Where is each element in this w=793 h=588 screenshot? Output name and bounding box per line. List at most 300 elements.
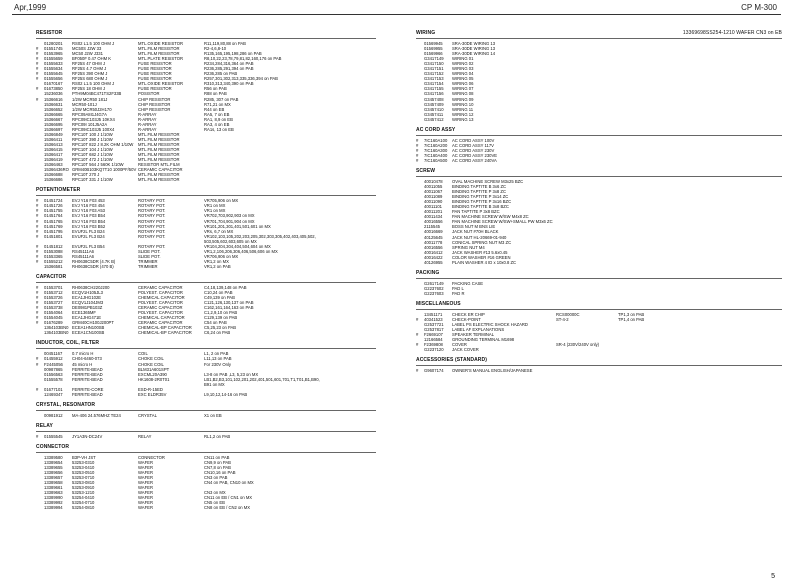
part-reference: B91 on MX xyxy=(204,381,225,387)
safety-mark: # xyxy=(36,295,39,301)
part-description: CHECK ER CHIP xyxy=(452,311,485,317)
part-description: 1/2W MCR50 181J xyxy=(72,96,108,102)
part-reference xyxy=(618,368,782,373)
part-reference: VR1,2,106,206,306,406,506,606 on MX xyxy=(204,248,278,254)
part-number: G3457409 xyxy=(424,101,444,107)
safety-mark: # xyxy=(36,258,39,264)
safety-mark: # xyxy=(36,71,39,77)
section-title-text: INDUCTOR, COIL, FILTER xyxy=(36,340,100,347)
section-title xyxy=(416,357,782,366)
part-name: CONNECTOR xyxy=(138,454,165,460)
section-title-text: CONNECTOR xyxy=(36,443,70,450)
part-name: MTL.FILM RESISTOR xyxy=(138,136,180,142)
part-description: JY1A3N-DC24V xyxy=(72,433,103,439)
safety-mark xyxy=(36,392,44,397)
part-name: R-ARRAY xyxy=(138,111,157,117)
part-description: LABEL PS ELECTRIC SHOCK HAZARD xyxy=(452,322,528,328)
part-number: 00981912 xyxy=(44,412,63,418)
part-description: WIRING 11 xyxy=(452,106,474,112)
part-number: G3417152 xyxy=(424,71,444,77)
section-title xyxy=(416,30,782,39)
safety-mark: # xyxy=(36,223,39,229)
safety-mark: # xyxy=(36,305,39,311)
part-name: CHEMICAL-BP CAPACITOR xyxy=(138,325,192,331)
part-description: OVAL MACHINE SCREW M3x25 BZC xyxy=(452,178,524,184)
part-description: AC CORD ASSY 230V xyxy=(452,147,495,153)
part-reference: VR1 on MX xyxy=(204,208,226,214)
part-description: B3P-VH JST xyxy=(72,454,96,460)
section-title-text: CAPACITOR xyxy=(36,273,67,280)
part-number: 13389657 xyxy=(44,475,63,481)
part-name xyxy=(556,260,618,265)
section-title xyxy=(36,30,376,39)
part-reference: For 230V Only xyxy=(204,361,231,367)
part-reference: TP1,4 on PAB xyxy=(618,316,645,322)
section-title-text: AC CORD ASSY xyxy=(416,126,456,133)
part-name: R-ARRAY xyxy=(138,126,157,132)
part-description: WIRING 03 xyxy=(452,66,474,72)
part-reference: VR701,704,901,904 on MX xyxy=(204,218,255,224)
part-name: MTL.FILM RESISTOR xyxy=(138,146,180,152)
part-reference: CN8 on EB / CN2 on MX xyxy=(204,505,251,511)
part-reference: CN5 on EB xyxy=(204,500,225,506)
part-reference: C10,24 on PAB xyxy=(204,290,233,296)
part-description: FERRITE-BEAD xyxy=(72,371,103,377)
part-number: 40016422 xyxy=(424,254,443,260)
parts-row xyxy=(36,264,376,269)
part-number: G3417153 xyxy=(424,76,444,82)
part-number: 01553701 xyxy=(44,284,63,290)
part-reference: R2-4,6,8-10 xyxy=(204,46,227,52)
part-description: RS45111A6 xyxy=(72,253,94,259)
part-number: 01555633 xyxy=(44,61,63,67)
safety-mark: # xyxy=(36,433,39,439)
part-description: WIRING 05 xyxy=(452,76,474,82)
part-description: RF25S 390 OHM J xyxy=(72,71,108,77)
part-number: 13389663 xyxy=(44,490,63,496)
part-name: SLIDE POT. xyxy=(138,253,161,259)
part-reference: VR1,2 on MX xyxy=(204,258,229,264)
part-number: 15366436RO xyxy=(44,167,69,173)
section-title xyxy=(416,270,782,279)
part-name: MTL.PLATE RESISTOR xyxy=(138,56,183,62)
part-number: 01553365 xyxy=(44,253,63,259)
part-reference xyxy=(204,177,376,182)
part-description: 53253-0810 xyxy=(72,480,95,486)
part-description: 53254-0710 xyxy=(72,500,95,506)
safety-mark: # xyxy=(36,66,39,72)
part-number: 40016412 xyxy=(424,249,443,255)
section-title xyxy=(36,402,376,411)
part-name: EXC ELDR35V xyxy=(138,391,167,397)
part-number: 01555578 xyxy=(44,376,63,382)
part-description: PAN MACHINE SCREW W/SW M4x8 ZC xyxy=(452,214,529,220)
parts-row xyxy=(416,291,782,296)
part-number: 1364103BN0 xyxy=(44,325,69,331)
part-description: GRM40CH100J200PT xyxy=(72,320,114,326)
part-name: FUSE RESISTOR xyxy=(138,66,172,72)
part-name xyxy=(556,117,618,122)
part-number: 15366413 xyxy=(44,141,63,147)
part-reference: VR702,703,902,903 on MX xyxy=(204,213,255,219)
safety-mark: # xyxy=(416,316,419,322)
part-number: 12166584 xyxy=(424,337,443,343)
part-number: 40126955 xyxy=(424,259,443,265)
part-name xyxy=(556,368,618,373)
section-title-text: SCREW xyxy=(416,167,436,174)
part-description: ECA1JHG471E xyxy=(72,315,102,321)
part-name: R-ARRAY xyxy=(138,116,157,122)
part-description: EVJ Y16 F03 A53 xyxy=(72,208,105,214)
part-description: ECE1365MF xyxy=(72,310,96,316)
part-number: 13389661 xyxy=(44,485,63,491)
safety-mark: # xyxy=(36,46,39,52)
part-number: 13389990 xyxy=(44,495,63,501)
part-name: CHOKE COIL xyxy=(138,356,164,362)
safety-mark: # xyxy=(36,198,39,204)
parts-row xyxy=(416,158,782,163)
section xyxy=(36,444,376,511)
part-name: ROTARY POT. xyxy=(138,203,166,209)
part-number: 40341523 xyxy=(424,316,443,322)
part-description: WIRING 04 xyxy=(452,71,474,77)
section-title xyxy=(36,444,376,453)
safety-mark: # xyxy=(36,208,39,214)
part-description: RH0638C5DR (470 B) xyxy=(72,263,114,269)
part-name: EXCML20A390 xyxy=(138,371,167,377)
part-description: RF25S 18 OHM J xyxy=(72,86,106,92)
part-name xyxy=(556,291,618,296)
part-name: ROTARY POT. xyxy=(138,228,166,234)
part-number: 01554045 xyxy=(44,315,63,321)
part-description: AC CORD ASSY 100V xyxy=(452,137,495,143)
part-number: 13389992 xyxy=(44,500,63,506)
part-number: G3417151 xyxy=(424,66,444,72)
part-name: CHEMICAL CAPACITOR xyxy=(138,295,185,301)
section xyxy=(36,187,376,269)
part-description: BINDING TAPTITE P 3x16 BZC xyxy=(452,199,512,205)
part-number: 01451769 xyxy=(44,223,63,229)
part-number: 13389656 xyxy=(44,470,63,476)
part-reference: R71,21 on MX xyxy=(204,101,231,107)
safety-mark: # xyxy=(36,320,39,326)
part-name: CHEMICAL CAPACITOR xyxy=(138,315,185,321)
left-column xyxy=(36,30,376,515)
part-name: MTL.FILM RESISTOR xyxy=(138,172,180,178)
part-name: CERAMIC CAPACITOR xyxy=(138,167,183,173)
part-number: 40011778 xyxy=(424,239,443,245)
part-number: 40125645 xyxy=(424,234,443,240)
part-number: 13389658 xyxy=(44,480,63,486)
part-number: 01555545 xyxy=(44,433,63,439)
part-name: POLYEST. CAPACITOR xyxy=(138,310,183,316)
part-number: 01569945 xyxy=(424,41,443,46)
part-description: PLAIN WASHER 4 ID x 10x0.8 ZC xyxy=(452,259,517,265)
part-description: BINDING TAPTITE P 3x14 ZC xyxy=(452,194,509,200)
section-title-text: MISCELLANEOUS xyxy=(416,300,461,307)
part-name: CERAMIC CAPACITOR xyxy=(138,305,183,311)
part-reference: VR102,103,105,202,203,205,302,303,305,402,403,405,502, xyxy=(204,233,316,239)
part-description: SRA-30DE WIRING 13 xyxy=(452,41,496,46)
part-reference: R310,313,340,390 on PAB xyxy=(204,81,254,87)
parts-row xyxy=(416,368,782,373)
part-number: 15366665 xyxy=(44,111,63,117)
part-number: 01553727 xyxy=(44,300,63,306)
part-description: EVJ Y16 F03 B54 xyxy=(72,213,106,219)
part-number: 01555656 xyxy=(44,76,63,82)
part-description: ECQV1H105JL3 xyxy=(72,290,103,296)
part-number: 01451765 xyxy=(44,218,63,224)
part-name: COIL xyxy=(138,351,148,357)
part-name: CHEMICAL-BP CAPACITOR xyxy=(138,330,192,336)
part-reference: C54 on PAB xyxy=(204,320,227,326)
part-reference: CN3 on PAB xyxy=(204,475,228,481)
part-name: WAFER xyxy=(138,475,153,481)
part-reference: RA3, 4 on EB xyxy=(204,121,230,127)
section-title xyxy=(36,340,376,349)
header-model: CP M-300 xyxy=(741,3,777,12)
part-number: F2445056 xyxy=(44,361,63,367)
part-reference: RA1, 8,9 on EB xyxy=(204,116,233,122)
section xyxy=(416,270,782,296)
part-reference: L9,10,12,14-16 on PAB xyxy=(204,391,248,397)
part-number: 15366417 xyxy=(44,152,63,158)
parts-row xyxy=(36,434,376,439)
safety-mark: # xyxy=(36,76,39,82)
part-reference: 503,505,602,603,605 on MX xyxy=(204,238,257,244)
safety-mark: # xyxy=(416,147,419,153)
part-name: POSISTOR xyxy=(138,91,160,97)
part-number: 40011434 xyxy=(424,214,443,220)
part-description: RPC10T 331 J 1/10W xyxy=(72,177,113,183)
part-reference: X1 on EB xyxy=(204,412,222,418)
safety-mark: # xyxy=(36,361,39,367)
part-description: WIRING 09 xyxy=(452,96,474,102)
part-name: FUSE RESISTOR xyxy=(138,61,172,67)
part-reference: CN7,8 on PAB xyxy=(204,465,231,471)
part-description: RF25S 680 OHM J xyxy=(72,76,108,82)
part-number: 01451755 xyxy=(44,208,63,214)
part-number: G2237602 xyxy=(424,285,444,291)
part-description: 53253-1210 xyxy=(72,490,95,496)
part-number: G2537721 xyxy=(424,322,444,328)
part-number: 01555634 xyxy=(44,66,63,72)
part-description: EVJ Y16 F03 453 xyxy=(72,198,105,204)
part-name: MTL.FILM RESISTOR xyxy=(138,46,180,52)
part-description: RPC10T 822 J 8.2K OHM 1/10W xyxy=(72,141,134,147)
part-description: JACK COVER xyxy=(452,347,479,353)
part-reference: CN11 on PAB xyxy=(204,454,230,460)
part-number: G3457412 xyxy=(424,116,444,122)
part-reference: R285, 307 on PAB xyxy=(204,96,239,102)
part-name: MTL.FILM RESISTOR xyxy=(138,157,180,163)
part-reference: R236,285,291,394 on PAB xyxy=(204,66,254,72)
part-number: 13451171 xyxy=(424,311,443,317)
safety-mark xyxy=(36,264,44,269)
part-number: 15366419 xyxy=(44,157,63,163)
part-number: G9607174 xyxy=(424,368,444,374)
safety-mark xyxy=(416,260,424,265)
part-reference: R234,284,316,364 on PAB xyxy=(204,61,254,67)
part-number: 01280201 xyxy=(44,41,63,46)
safety-mark: # xyxy=(36,56,39,62)
part-description: WIRING 01 xyxy=(452,56,474,62)
part-description: 53254-0810 xyxy=(72,505,95,511)
part-number: 01569966 xyxy=(424,51,443,57)
part-description: RPC09IC103J5 100X4 xyxy=(72,126,115,132)
safety-mark: # xyxy=(36,248,39,254)
part-name: R-ARRAY xyxy=(138,121,157,127)
part-description: PAN TAPTITE P 3x8 BZC xyxy=(452,209,500,215)
section xyxy=(36,340,376,396)
part-reference: C1,2,9,10 on PAB xyxy=(204,310,238,316)
part-name: MTL.FILM RESISTOR xyxy=(138,141,180,147)
part-reference: CN10,16 on PAB xyxy=(204,470,236,476)
part-number: 15366849 xyxy=(44,131,63,137)
page-number: 5 xyxy=(771,573,775,580)
part-description: BINDING TAPTITE P 3x8 ZC xyxy=(452,189,506,195)
part-description: MC50 J2W J331 xyxy=(72,51,103,57)
section xyxy=(416,357,782,373)
part-reference: R88 on PAB xyxy=(204,91,227,97)
part-description: RS02 L1.5 100 OHM J xyxy=(72,41,115,46)
part-number: 01455912 xyxy=(44,356,63,362)
part-number: 13389580 xyxy=(44,454,63,460)
part-description: CHECK-POINT xyxy=(452,316,481,322)
part-number: G2537817 xyxy=(424,327,444,333)
part-number: 15366631 xyxy=(44,101,63,107)
header-rule xyxy=(12,14,781,15)
part-name: RESISTOR MTL.FILM xyxy=(138,162,180,168)
part-description: COLOR WASHER #16 GREEN xyxy=(452,254,511,260)
section-title xyxy=(36,423,376,432)
safety-mark: # xyxy=(36,315,39,321)
section-title-text: ACCESSORIES (STANDARD) xyxy=(416,357,487,364)
safety-mark xyxy=(36,505,44,510)
section-title xyxy=(416,127,782,136)
part-description: MCR50-101J xyxy=(72,101,97,107)
part-description: ECA1JHG102E xyxy=(72,295,102,301)
part-number: 01551745 xyxy=(44,46,63,52)
part-number: 01451724 xyxy=(44,198,63,204)
part-number: 01554064 xyxy=(44,310,63,316)
part-name: POLYEST. CAPACITOR xyxy=(138,300,183,306)
part-description: EVUF2L FL3 B24 xyxy=(72,233,105,239)
part-reference: VR101,201,301,401,501,601 on MX xyxy=(204,223,271,229)
part-description: EVUF2L FL3 B54 xyxy=(72,243,105,249)
safety-mark: # xyxy=(416,137,419,143)
part-name: CHIP RESISTOR xyxy=(138,106,171,112)
part-number: 15366697 xyxy=(44,126,63,132)
part-description: BINDING TAPTITE B 3x6 ZC xyxy=(452,184,507,190)
part-name: WAFER xyxy=(138,505,153,511)
safety-mark xyxy=(36,330,44,335)
section-title xyxy=(36,274,376,283)
part-reference: R11,119,80,88 on PAB xyxy=(204,41,246,46)
part-name: MTL.OXIDE RESISTOR xyxy=(138,81,184,87)
part-name: SR-4 (230V/240V only) xyxy=(556,342,600,348)
part-description: RPC10T 270 J xyxy=(72,172,100,178)
section-title-text: WIRING xyxy=(416,30,436,36)
part-description: 45 micro H xyxy=(72,361,93,367)
part-reference: LB1,B2,B3,101,102,201,202,401,501,601,701,T1,T01,B1,B90, xyxy=(204,376,320,382)
part-description: RH0638C5DR (4.7K B) xyxy=(72,258,116,264)
part-name: SLIDE POT. xyxy=(138,248,161,254)
part-number: 01553712 xyxy=(44,290,63,296)
part-reference: VR1 on MX xyxy=(204,203,226,209)
part-description: GRM40B103KQ7T10 1000PF/50V xyxy=(72,167,137,173)
part-description: COVER xyxy=(452,342,467,348)
section-title xyxy=(416,301,782,310)
part-number: 40010478 xyxy=(424,178,443,184)
parts-row xyxy=(36,392,376,397)
part-name: MTL.FILM RESISTOR xyxy=(138,177,180,183)
safety-mark: # xyxy=(36,228,39,234)
part-description: 53253-0910 xyxy=(72,485,95,491)
header-date: Apr,1999 xyxy=(14,3,47,12)
part-description: RPC10T 682 J 1/10W xyxy=(72,152,113,158)
part-name: TRIMMER xyxy=(138,258,158,264)
part-description: WIRING 12 xyxy=(452,111,474,117)
part-reference: VR705,906 on MX xyxy=(204,198,239,204)
part-description: WIRING 02 xyxy=(452,61,474,67)
safety-mark xyxy=(36,413,44,418)
part-description: MC50S J2W 33 xyxy=(72,46,102,52)
part-number: 15366686 xyxy=(44,177,63,183)
part-description: EVUF2L FL3 B24 xyxy=(72,228,105,234)
safety-mark: # xyxy=(36,218,39,224)
part-description: 53253-0310 xyxy=(72,460,95,465)
safety-mark: # xyxy=(416,157,419,163)
part-name: CERAMIC CAPACITOR xyxy=(138,284,183,290)
part-name: FUSE RESISTOR xyxy=(138,71,172,77)
part-reference: VRs, 6,7 on MX xyxy=(204,228,234,234)
part-description: RPC09A8I1J4G7A xyxy=(72,111,107,117)
part-reference: RA5, 7 on EB xyxy=(204,111,230,117)
part-description: 53254-0410 xyxy=(72,495,95,501)
part-number: 15366695 xyxy=(44,121,63,127)
part-number: F2669107 xyxy=(424,332,443,338)
part-description: SPEAKER TERMINAL xyxy=(452,332,495,338)
part-number: G3417154 xyxy=(424,81,444,87)
safety-mark xyxy=(36,177,44,182)
part-description: SPRING NUT M4 xyxy=(452,244,485,250)
part-description: MA-406 24.576MHZ TE24 xyxy=(72,412,121,418)
part-name: RELAY xyxy=(138,433,152,439)
part-name: ROTARY POT. xyxy=(138,243,166,249)
part-number: 40016556 xyxy=(424,219,443,225)
part-name: FUSE RESISTOR xyxy=(138,86,172,92)
parts-row xyxy=(36,505,376,510)
part-description: SRA-30DE WIRING 14 xyxy=(452,51,496,57)
part-name: BLM31A601SPT xyxy=(138,366,170,372)
part-reference: C162,161,164,163 on PAB xyxy=(204,305,254,311)
part-number: 1364103BN0 xyxy=(44,330,69,336)
part-reference: R135,165,195,198,286 on PAB xyxy=(204,51,262,57)
part-number: 01555645 xyxy=(44,71,63,77)
part-name: WAFER xyxy=(138,490,153,496)
safety-mark: # xyxy=(36,253,39,259)
part-reference xyxy=(618,158,782,163)
safety-mark: # xyxy=(36,386,39,392)
part-description: PAD R xyxy=(452,290,465,296)
part-name: WAFER xyxy=(138,495,153,501)
part-name: WAFER xyxy=(138,460,153,465)
part-description: RPC09I 101J5A2A xyxy=(72,121,108,127)
part-reference: C4,18,139,148 on PAB xyxy=(204,284,247,290)
part-description: LABEL AF EXPLANATIONS xyxy=(452,327,505,333)
part-number: 7IC160A200 xyxy=(424,142,448,148)
